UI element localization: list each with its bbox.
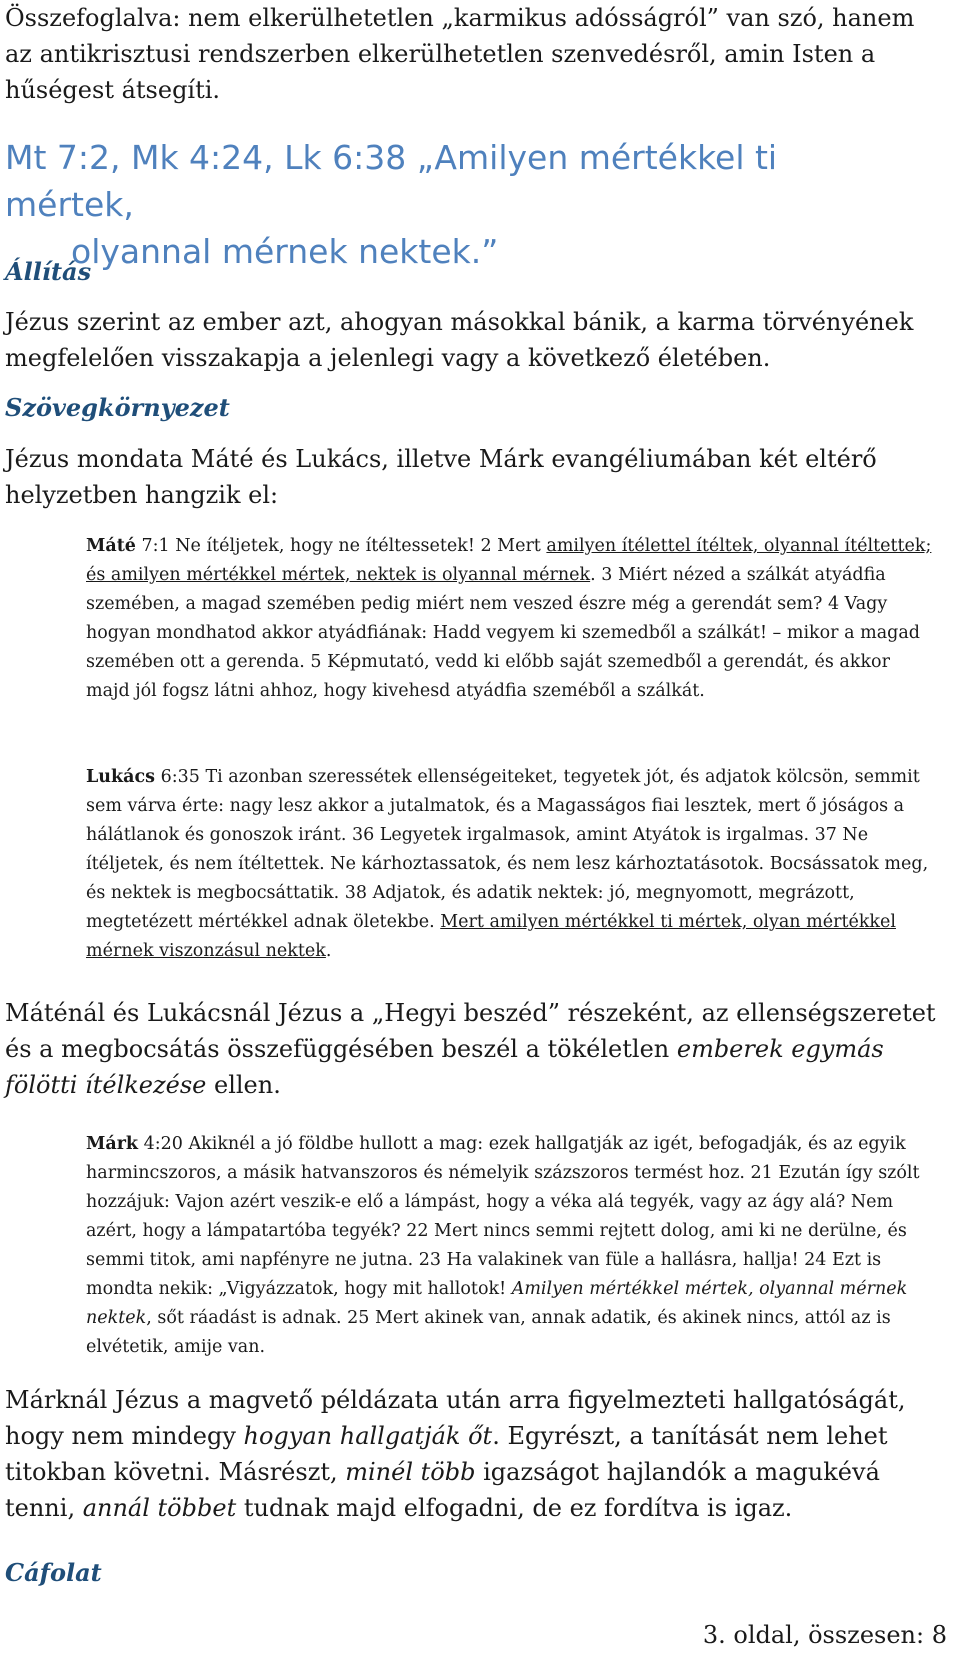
mark-text-2: . Egyrészt, a tanítását nem lehet titokban követni. Másrészt, [5, 1422, 888, 1486]
subheading-cafolat: Cáfolat [5, 1558, 102, 1587]
mark-italic-2: minél több [345, 1458, 476, 1486]
quote-mark-italic: Amilyen mértékkel mértek, olyannal mérnek nektek [86, 1279, 908, 1328]
mark-italic-1: hogyan hallgatják őt [243, 1422, 493, 1450]
heading-line-1: Mt 7:2, Mk 4:24, Lk 6:38 „Amilyen mértékkel ti mértek, [5, 138, 778, 224]
quote-mark-text-2: , sőt ráadást is adnak. 25 Mert akinek van, annak adatik, és akinek nincs, attól az is elvétetik, amije van. [86, 1308, 891, 1357]
mark-text-3: igazságot hajlandók a magukévá tenni, [5, 1458, 880, 1522]
mark-text-1: Márknál Jézus a magvető példázata után arra figyelmezteti hallgatóságát, hogy nem mindegy [5, 1386, 906, 1450]
page-footer: 3. oldal, összesen: 8 [702, 1621, 947, 1649]
quote-mate-text-2: . 3 Miért nézed a szálkát atyádfia szemében, a magad szemében pedig miért nem veszed észre még a gerendát sem? 4 Vagy hogyan mondhatod akkor atyádfiának: Hadd vegyem ki szemedből a szálkát! – mikor a magad szemében ott a gerenda. 5 Képmutató, vedd ki előbb saját szemedből a gerendát, és akkor majd jól fogsz látni ahhoz, hogy kivehesd atyádfia szeméből a szálkát. [86, 565, 920, 701]
quote-lukacs-text-2: . [325, 941, 332, 961]
quote-mate-text-1: 7:1 Ne ítéljetek, hogy ne ítéltessetek! 2 Mert [135, 536, 547, 556]
quote-mate [86, 532, 936, 706]
quote-lukacs-book: Lukács [86, 767, 156, 787]
quote-mate-book: Máté [86, 536, 136, 556]
mark-paragraph [5, 1382, 940, 1526]
quote-mark [86, 1130, 936, 1362]
quote-mark-book: Márk [86, 1134, 139, 1154]
subheading-szovegkornyezet: Szövegkörnyezet [5, 393, 230, 422]
intro-paragraph: Összefoglalva: nem elkerülhetetlen „karmikus adósságról” van szó, hanem az antikrisztusi rendszerben elkerülhetetlen szenvedésről, amin Isten a hűségest átsegíti. [5, 4, 915, 104]
heading-line-2: olyannal mérnek nektek.” [71, 232, 499, 271]
mate-lukacs-text-2: ellen. [206, 1071, 281, 1099]
quote-lukacs-underlined: Mert amilyen mértékkel ti mértek, olyan mértékkel mérnek viszonzásul nektek [86, 912, 896, 961]
szovegkornyezet-paragraph: Jézus mondata Máté és Lukács, illetve Márk evangéliumában két eltérő helyzetben hangzik el: [5, 445, 877, 509]
quote-lukacs-text-1: 6:35 Ti azonban szeressétek ellenségeiteket, tegyetek jót, és adjatok kölcsön, semmit sem várva érte: nagy lesz akkor a jutalmatok, és a Magasságos fiai lesztek, mert ő jóságos a hálátlanok és gonoszok iránt. 36 Legyetek irgalmasok, amint Atyátok is irgalmas. 37 Ne ítéljetek, és nem ítéltettek. Ne kárhoztassatok, és nem lesz kárhoztatásotok. Bocsássatok meg, és nektek is megbocsáttatik. 38 Adjatok, és adatik nektek: jó, megnyomott, megrázott, megtetézett mértékkel adnak öletekbe. [86, 767, 929, 932]
mark-italic-3: annál többet [82, 1494, 237, 1522]
quote-mate-underlined: amilyen ítélettel ítéltek, olyannal ítéltettek; és amilyen mértékkel mértek, nektek is olyannal mérnek [86, 536, 932, 585]
quote-lukacs [86, 763, 936, 966]
mate-lukacs-paragraph [5, 995, 940, 1103]
mate-lukacs-italic: emberek egymás fölötti ítélkezése [5, 1035, 884, 1099]
subheading-allitas: Állítás [5, 257, 92, 286]
mate-lukacs-text-1: Máténál és Lukácsnál Jézus a „Hegyi beszéd” részeként, az ellenségszeretet és a megbocsátás összefüggésében beszél a tökéletlen [5, 999, 936, 1063]
quote-mark-text-1: 4:20 Akiknél a jó földbe hullott a mag: ezek hallgatják az igét, befogadják, és az egyik harmincszoros, a másik hatvanszoros és némelyik százszoros termést hoz. 21 Ezután így szólt hozzájuk: Vajon azért veszik-e elő a lámpást, hogy a véka alá tegyék, vagy az ágy alá? Nem azért, hogy a lámpatartóba tegyék? 22 Mert nincs semmi rejtett dolog, ami ki ne derülne, és semmi titok, ami napfényre ne jutna. 23 Ha valakinek van füle a hallásra, hallja! 24 Ezt is mondta nekik: „Vigyázzatok, hogy mit hallotok! [86, 1134, 920, 1299]
section-heading [5, 134, 905, 275]
allitas-paragraph: Jézus szerint az ember azt, ahogyan másokkal bánik, a karma törvényének megfelelően visszakapja a jelenlegi vagy a következő életében. [5, 308, 914, 372]
mark-text-4: tudnak majd elfogadni, de ez fordítva is igaz. [236, 1494, 793, 1522]
